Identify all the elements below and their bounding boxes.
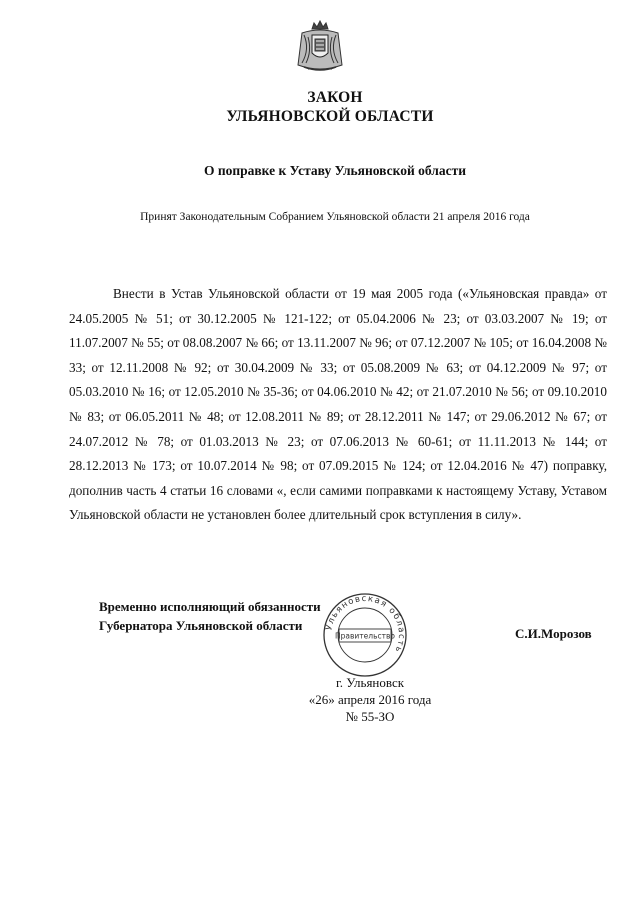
official-seal-stamp: [322, 592, 408, 678]
city-line: г. Ульяновск: [335, 675, 405, 690]
law-title: [0, 88, 640, 126]
region-heading: УЛЬЯНОВСКОЙ ОБЛАСТИ: [226, 108, 434, 125]
law-body-text: Внести в Устав Ульяновской области от 19 мая 2005 года («Ульяновская правда» от 24.05.2005 № 51; от 30.12.2005 № 121-122; от 05.04.2006 № 23; от 03.03.2007 № 19; от 11.07.2007 № 55; от 08.08.2007 № 66; от 13.11.2007 № 96; от 07.12.2007 № 105; от 16.04.2008 № 33; от 12.11.2008 № 92; от 30.04.2009 № 33; от 05.08.2009 № 63; от 04.12.2009 № 97; от 05.03.2010 № 16; от 12.05.2010 № 35-36; от 04.06.2010 № 42; от 21.07.2010 № 56; от 09.10.2010 № 83; от 06.05.2011 № 48; от 12.08.2011 № 89; от 28.12.2011 № 147; от 29.06.2012 № 67; от 24.07.2012 № 78; от 01.03.2013 № 23; от 07.06.2013 № 60-61; от 11.11.2013 № 144; от 28.12.2013 № 173; от 10.07.2014 № 98; от 07.09.2015 № 124; от 12.04.2016 № 47) поправку, дополнив часть 4 статьи 16 словами «, если самими поправками к настоящему Уставу, Уставом Ульяновской области не установлен более длительный срок вступления в силу».: [69, 286, 607, 523]
signer-position-line-1: Временно исполняющий обязанности: [99, 599, 321, 614]
adoption-line: Принят Законодательным Собранием Ульяновской области 21 апреля 2016 года: [140, 211, 530, 223]
seal-ring-text: Ульяновская область: [324, 593, 407, 655]
date-line: «26» апреля 2016 года: [308, 692, 432, 707]
law-number-line: № 55-ЗО: [345, 709, 395, 724]
seal-center-text: Правительство: [335, 631, 395, 641]
svg-text:Ульяновская область: [324, 594, 406, 655]
coat-of-arms-emblem: [292, 19, 348, 75]
place-date-number: [0, 674, 640, 725]
doc-type-heading: ЗАКОН: [307, 89, 363, 106]
signer-position-line-2: Губернатора Ульяновской области: [99, 618, 303, 633]
law-subject: О поправке к Уставу Ульяновской области: [203, 163, 467, 178]
signer-name: С.И.Морозов: [515, 626, 592, 641]
signer-position: [99, 597, 321, 635]
